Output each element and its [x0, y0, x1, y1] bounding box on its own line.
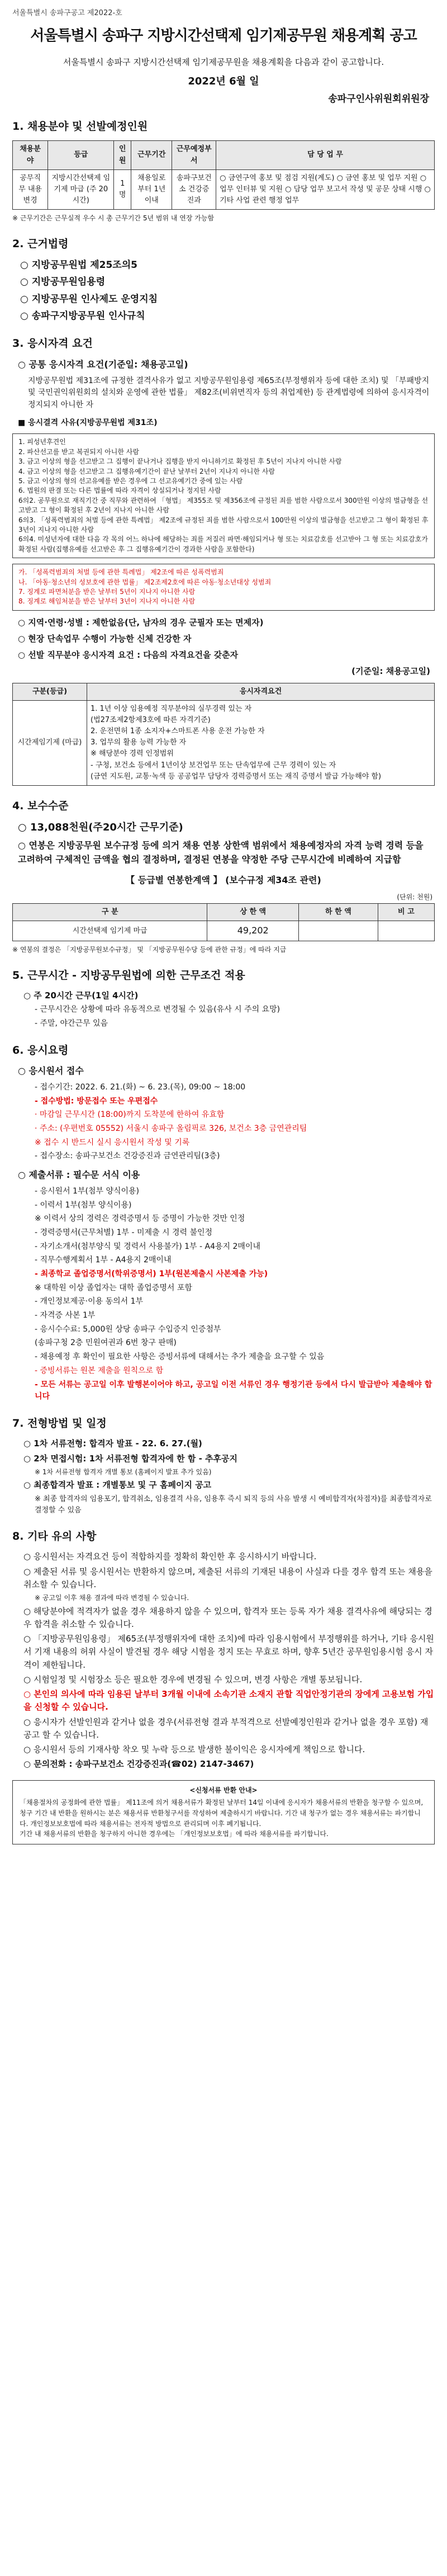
- qual-rowhead: 시간제임기제 (마급): [13, 700, 87, 785]
- document-item: - 모든 서류는 공고일 이후 발행본이어야 하고, 공고일 이전 서류인 경우 행정기관 등에서 다시 발급받아 제출해야 합니다: [35, 1380, 432, 1402]
- salary-note: ※ 연봉의 결정은 「지방공무원보수규정」 및 「지방공무원수당 등에 관한 규정」에 따라 지급: [12, 946, 287, 954]
- disq-item: 2. 파산선고를 받고 복권되지 아니한 사람: [18, 447, 139, 456]
- pay-remark: [378, 921, 434, 941]
- application-item: - 접수기간: 2022. 6. 21.(화) ~ 6. 23.(목), 09:00 ~ 18:00: [35, 1082, 246, 1092]
- header-label: 서울특별시 송파구공고 제2022-호: [12, 9, 122, 17]
- cell-field: 공무직무 내용변경: [13, 169, 48, 209]
- requirement-bullet: ○ 지역·연령·성별 : 제한없음(단, 남자의 경우 군필자 또는 면제자): [18, 617, 264, 628]
- section-4-heading: 4. 보수수준: [12, 799, 69, 812]
- caution-item: ○ 응시원서 등의 기재사항 착오 및 누락 등으로 발생한 불이익은 응시자에게 책임으로 합니다.: [23, 1744, 365, 1755]
- col-pay-lower: 하 한 액: [299, 904, 378, 921]
- application-receipt: ○ 응시원서 접수: [18, 1065, 84, 1077]
- schedule-item: ※ 최종 합격자의 임용포기, 합격취소, 임용결격 사유, 임용후 즉시 퇴직 등의 사유 발생 시 예비합격자(차점자)를 최종합격자로 결정할 수 있음: [35, 1494, 432, 1515]
- disq-item: 3. 금고 이상의 형을 선고받고 그 집행이 끝나거나 집행을 받지 아니하기로 확정된 후 5년이 지나지 아니한 사람: [18, 457, 342, 466]
- qual-item: 2. 운전면허 1종 소지자+스마트폰 사용 운전 가능한 자: [91, 727, 265, 736]
- caution-item: ○ 제출된 서류 및 응시원서는 반환하지 않으며, 제출된 서류의 기재된 내용이 사실과 다를 경우 합격 또는 채용을 취소할 수 있습니다.: [23, 1566, 432, 1589]
- disq-item: 6의4. 미성년자에 대한 다음 각 목의 어느 하나에 해당하는 죄를 저질러 파면·해임되거나 형 또는 치료감호를 선고받아 그 형 또는 치료감호가 확정된 사람(집행유예를 선고받은 후 그 집행유예기간이 경과한 사람을 포함한다): [18, 535, 428, 553]
- work-hours-line: ○ 주 20시간 근무(1일 4시간): [23, 990, 139, 1001]
- common-requirement-text: 지방공무원법 제31조에 규정한 결격사유가 없고 지방공무원임용령 제65조(부정행위자 등에 대한 조치) 및 「부패방지 및 국민권익위원회의 설치와 운영에 관한 법률」 제82조(비위면직자 등의 취업제한) 등 관계법령에 의하여 응시자격이 정지되지 아니한 자: [28, 376, 430, 410]
- table-row: [13, 700, 435, 785]
- application-item: - 접수장소: 송파구보건소 건강증진과 금연관리팀(3층): [35, 1152, 220, 1161]
- document-item: ※ 이력서 상의 경력은 경력증명서 등 증명이 가능한 것만 인정: [35, 1214, 245, 1224]
- col-qual-grade: 구분(등급): [13, 683, 87, 700]
- pay-upper: 49,202: [207, 921, 299, 941]
- qual-item: (법27조제2항제3호에 따른 자격기준): [91, 715, 211, 724]
- document-item: - 자기소개서(첨부양식 및 경력서 사용불가) 1부 - A4용지 2매이내: [35, 1242, 260, 1251]
- col-period: 근무기간: [131, 141, 172, 169]
- document-item: - 증빙서류는 원본 제출을 원칙으로 함: [35, 1366, 164, 1375]
- document-item: - 최종학교 졸업증명서(학위증명서) 1부(원본제출시 사본제출 가능): [35, 1270, 268, 1279]
- caution-item: ○ 응시원서는 자격요건 등이 적합하지를 정확히 확인한 후 응시하시기 바랍니다.: [23, 1551, 317, 1562]
- schedule-item: ※ 1차 서류전형 합격자 개별 통보 (홈페이지 발표 추가 있음): [35, 1468, 212, 1476]
- col-duty: 담 당 업 무: [216, 141, 435, 169]
- intro-text: 서울특별시 송파구 지방시간선택제 임기제공무원을 채용계획을 다음과 같이 공고합니다.: [63, 57, 384, 68]
- contact-phone: ○ 문의전화 : 송파구보건소 건강증진과(☎02) 2147-3467): [23, 1759, 254, 1770]
- schedule-item: ○ 2차 면접시험: 1차 서류전형 합격자에 한 함 - 추후공지: [23, 1453, 237, 1464]
- salary-description: ○ 연봉은 지방공무원 보수규정 등에 의거 채용 연봉 상한액 범위에서 채용예정자의 자격 능력 경력 등을 고려하여 구체적인 금액을 협의 결정하며, 결정된 연봉을 약정한 주당 근무시간에 비례하여 지급함: [18, 840, 424, 865]
- notice-title: <신청서류 반환 안내>: [189, 1786, 258, 1794]
- disq-item: 6의3. 「성폭력범죄의 처벌 등에 관한 특례법」 제2조에 규정된 죄를 범한 사람으로서 100만원 이상의 벌금형을 선고받고 그 형이 확정된 후 3년이 지나지 아니한 사람: [18, 516, 429, 534]
- col-pay-upper: 상 한 액: [207, 904, 299, 921]
- caution-item: ○ 시험일정 및 시험장소 등은 필요한 경우에 변경될 수 있으며, 변경 사항은 개별 통보됩니다.: [23, 1674, 363, 1685]
- application-item: ※ 접수 시 반드시 실시 응시원서 작성 및 기록: [35, 1138, 190, 1147]
- application-item: · 마감일 근무시간 (18:00)까지 도착분에 한하여 유효함: [35, 1110, 225, 1120]
- disqualification-box-red: [12, 564, 435, 611]
- salary-amount: ○ 13,088천원(주20시간 근무기준): [18, 822, 183, 834]
- col-count: 인원: [114, 141, 131, 169]
- col-pay-remark: 비 고: [378, 904, 434, 921]
- disq-item: 6의2. 공무원으로 재직기간 중 직무와 관련하여 「형법」 제355조 및 제356조에 규정된 죄를 범한 사람으로서 300만원 이상의 벌금형을 선고받고 그 형이 확정된 후 2년이 지나지 아니한 사람: [18, 496, 429, 515]
- disq-item: 1. 피성년후견인: [18, 438, 66, 446]
- cell-duty: ○ 금연구역 홍보 및 점검 지원(계도) ○ 금연 홍보 및 업무 지원 ○ 업무 인터뷰 및 지원 ○ 담당 업무 보고서 작성 및 공문 상태 시행 ○ 기타 사업 관련 행정 업무: [216, 169, 435, 209]
- page-title: 서울특별시 송파구 지방시간선택제 임기제공무원 채용계획 공고: [30, 27, 417, 45]
- section-8-heading: 8. 기타 유의 사항: [12, 1530, 97, 1542]
- disq-item: 6. 법원의 판결 또는 다른 법률에 따라 자격이 상실되거나 정지된 사람: [18, 487, 221, 495]
- section-1-heading: 1. 채용분야 및 선발예정인원: [12, 120, 148, 133]
- caution-item: ○ 「지방공무원임용령」 제65조(부정행위자에 대한 조치)에 따라 임용시험에서 부정행위를 하거나, 기타 응시원서 기재 내용의 허위 사실이 발견될 경우 해당 시험을 정지 또는 무효로 하며, 향후 5년간 공무원임용시험 응시 자격이 제한됩니다.: [23, 1634, 434, 1670]
- disqualification-box: [12, 433, 435, 558]
- salary-table: [12, 903, 435, 941]
- notice-body: 기간 내 채용서류의 반환을 청구하지 아니한 경우에는 「개인정보보호법」에 따라 채용서류를 파기합니다.: [20, 1830, 329, 1838]
- col-qual-req: 응시자격요건: [87, 683, 435, 700]
- document-item: - 자격증 사본 1부: [35, 1311, 96, 1320]
- recruitment-table: [12, 140, 435, 210]
- qual-item: 1. 1년 이상 임용예정 직무분야의 실무경력 있는 자: [91, 704, 252, 713]
- document-item: - 직무수행계획서 1부 - A4용지 2매이내: [35, 1256, 172, 1265]
- disq-item-red: 7. 징계로 파면처분을 받은 날부터 5년이 지나지 아니한 사람: [18, 587, 196, 596]
- disqualification-title: ■ 응시결격 사유(지방공무원법 제31조): [18, 418, 158, 427]
- document-item: - 채용예정 후 확인이 필요한 사항은 증빙서류에 대해서는 추가 제출을 요구할 수 있음: [35, 1352, 325, 1362]
- document-item: - 응시수수료: 5,000원 상당 송파구 수입증지 인증첨부: [35, 1324, 221, 1334]
- cell-count: 1명: [114, 169, 131, 209]
- law-item: ○ 송파구지방공무원 인사규칙: [20, 310, 145, 322]
- law-item: ○ 지방공무원임용령: [20, 276, 106, 288]
- document-item: - 응시원서 1부(첨부 양식이용): [35, 1186, 139, 1196]
- table-row: [13, 921, 435, 941]
- schedule-item: ○ 최종합격자 발표 : 개별통보 및 구 홈페이지 공고: [23, 1480, 212, 1490]
- document-item: - 이력서 1부(첨부 양식이용): [35, 1200, 132, 1210]
- work-hours-line: - 주말, 야간근무 있음: [35, 1019, 108, 1028]
- qual-item: 3. 업무의 활용 능력 가능한 자: [91, 738, 187, 747]
- schedule-item: ○ 1차 서류전형: 합격자 발표 - 22. 6. 27.(월): [23, 1438, 202, 1449]
- common-requirement-title: ○ 공통 응시자격 요건(기준일: 채용공고일): [18, 358, 188, 370]
- disq-item: 4. 금고 이상의 형을 선고받고 그 집행유예기간이 끝난 날부터 2년이 지나지 아니한 사람: [18, 467, 275, 475]
- disq-item-red: 나. 「아동·청소년의 성보호에 관한 법률」 제2조제2호에 따른 아동·청소년대상 성범죄: [18, 578, 272, 586]
- work-hours-line: - 근무시간은 상황에 따라 유동적으로 변경될 수 있음(유사 시 주의 요망): [35, 1005, 280, 1015]
- section-2-heading: 2. 근거법령: [12, 237, 69, 250]
- document-item: ※ 대학원 이상 졸업자는 대학 졸업증명서 포함: [35, 1283, 192, 1292]
- col-field: 채용분야: [13, 141, 48, 169]
- disq-item: 5. 금고 이상의 형의 선고유예를 받은 경우에 그 선고유예기간 중에 있는 사람: [18, 477, 243, 485]
- requirement-bullet: ○ 선발 직무분야 응시자격 요건 : 다음의 자격요건을 갖춘자: [18, 650, 239, 660]
- document-item: - 개인정보제공·이용 동의서 1부: [35, 1297, 144, 1306]
- section-7-heading: 7. 전형방법 및 일정: [12, 1417, 107, 1429]
- notice-body: 「채용절차의 공정화에 관한 법률」 제11조에 의거 채용서류가 확정된 날부터 14일 이내에 응시자가 채용서류의 반환을 청구할 수 있으며, 청구 기간 내 반환을 원하시는 분은 채용서류 반환청구서를 작성하여 제출하시기 바랍니다. 기간 내 청구가 없는 경우 채용서류는 파기합니다. 개인정보보호법에 따라 채용서류는 전자적 방법으로 관리되며 이후 폐기됩니다.: [20, 1799, 424, 1828]
- col-dept: 근무예정부서: [172, 141, 216, 169]
- application-item: - 접수방법: 방문접수 또는 우편접수: [35, 1096, 158, 1106]
- documents-title: ○ 제출서류 : 필수문 서식 이용: [18, 1169, 140, 1181]
- col-grade: 등급: [48, 141, 114, 169]
- cell-grade: 지방시간선택제 임기제 마급 (주 20시간): [48, 169, 114, 209]
- issuer: 송파구인사위원회위원장: [328, 93, 429, 105]
- qual-item: - 구청, 보건소 등에서 1년이상 보건업무 또는 단속업무에 근무 경력이 있는 자: [91, 761, 336, 770]
- law-item: ○ 지방공무원법 제25조의5: [20, 260, 137, 271]
- application-item: · 주소: (우편번호 05552) 서울시 송파구 올림픽로 326, 보건소 3층 금연관리팀: [35, 1124, 307, 1134]
- disq-item-red: 가. 「성폭력범죄의 처벌 등에 관한 특례법」 제2조에 따른 성폭력범죄: [18, 568, 224, 577]
- pay-label: 시간선택제 임기제 마급: [13, 921, 207, 941]
- document-item: - 경력증명서(근무처별) 1부 - 미제출 시 경력 불인정: [35, 1228, 213, 1237]
- caution-item: ※ 공고일 이후 채용 결과에 따라 변경될 수 있습니다.: [35, 1594, 189, 1602]
- qualification-table: [12, 683, 435, 786]
- section-6-heading: 6. 응시요령: [12, 1044, 69, 1056]
- section-3-heading: 3. 응시자격 요건: [12, 337, 93, 350]
- qual-item: ※ 해당분야 경력 인정범위: [91, 749, 174, 758]
- section-1-note: ※ 근무기간은 근무실적 우수 시 총 근무기간 5년 범위 내 연장 가능함: [12, 214, 215, 223]
- col-pay-label: 구 분: [13, 904, 207, 921]
- disq-item-red: 8. 징계로 해임처분을 받은 날부터 3년이 지나지 아니한 사람: [18, 597, 196, 606]
- law-item: ○ 지방공무원 인사제도 운영지침: [20, 293, 158, 305]
- cell-dept: 송파구보건소 건강증진과: [172, 169, 216, 209]
- section-5-heading: 5. 근무시간 - 지방공무원법에 의한 근무조건 적용: [12, 969, 245, 982]
- qual-item: (금연 지도원, 교통·녹색 등 공공업무 담당자 경력증명서 또는 재직 증명서 발급 가능해야 함): [91, 772, 382, 781]
- qual-requirements: [87, 700, 435, 785]
- caution-item: ○ 응시자가 선발인원과 같거나 없을 경우(서류전형 결과 부적격으로 선발예정인원과 같거나 없을 경우 포함) 재공고 할 수 있습니다.: [23, 1716, 429, 1740]
- basis-date: (기준일: 채용공고일): [351, 666, 430, 677]
- requirement-bullet: ○ 현장 단속업무 수행이 가능한 신체 건강한 자: [18, 633, 192, 644]
- announcement-date: 2022년 6월 일: [188, 75, 259, 87]
- document-return-notice: [12, 1780, 435, 1844]
- salary-table-title: 【 등급별 연봉한계액 】 (보수규정 제34조 관련): [126, 874, 321, 885]
- caution-item: ○ 본인의 의사에 따라 임용된 날부터 3개월 이내에 소속기관 소재지 관할 직업안정기관의 장에게 고용보험 가입을 신청할 수 있습니다.: [23, 1689, 434, 1712]
- document-item: (송파구청 2층 민원여권과 6번 창구 판매): [35, 1338, 177, 1348]
- salary-unit: (단위: 천원): [397, 893, 432, 901]
- cell-period: 채용일로부터 1년 이내: [131, 169, 172, 209]
- caution-item: ○ 해당분야에 적격자가 없을 경우 채용하지 않을 수 있으며, 합격자 또는 등록 자가 채용 결격사유에 해당되는 경우 합격을 취소할 수 있습니다.: [23, 1606, 432, 1629]
- table-row: [13, 169, 435, 209]
- pay-lower: [299, 921, 378, 941]
